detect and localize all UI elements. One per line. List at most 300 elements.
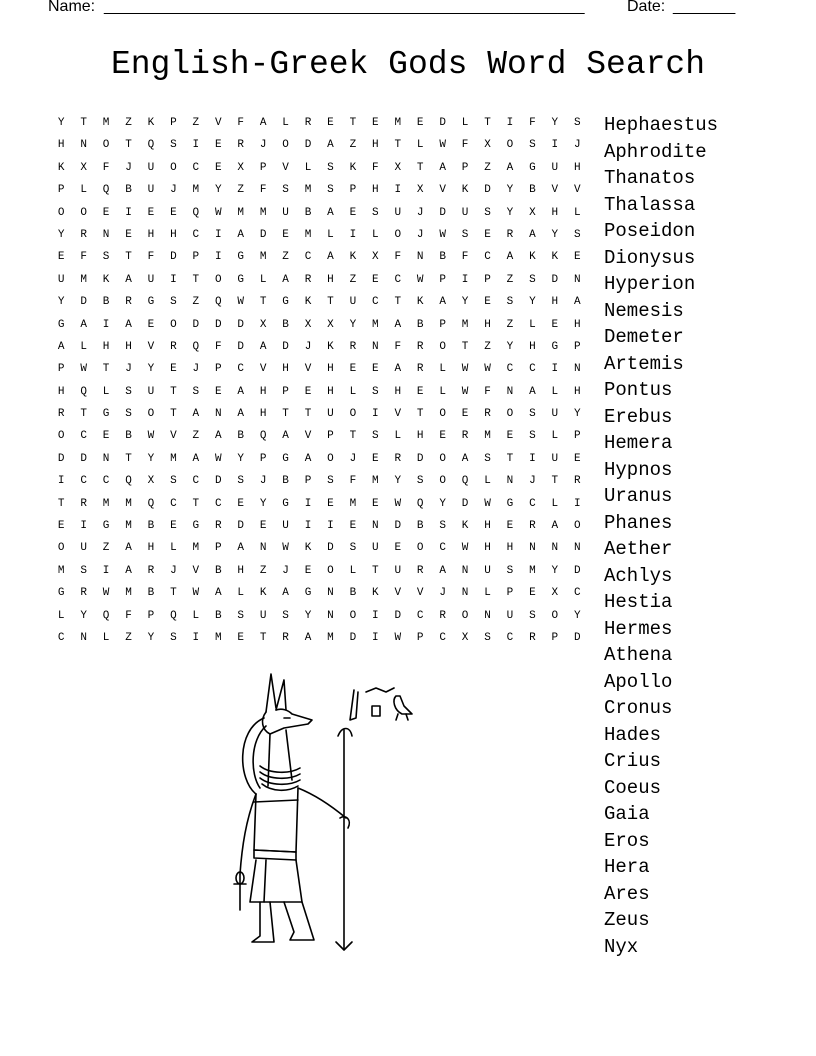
- grid-letter: T: [170, 587, 177, 600]
- grid-letter: V: [304, 430, 312, 443]
- grid-letter: E: [214, 139, 222, 152]
- grid-letter: L: [170, 542, 177, 555]
- grid-letter: V: [282, 161, 289, 174]
- grid-letter: T: [327, 296, 334, 309]
- grid-letter: L: [80, 340, 87, 353]
- grid-letter: I: [372, 609, 379, 622]
- grid-letter: I: [349, 228, 357, 241]
- grid-letter: C: [573, 587, 581, 600]
- grid-letter: G: [282, 452, 289, 465]
- grid-letter: A: [461, 452, 469, 465]
- grid-letter: P: [304, 475, 312, 488]
- grid-letter: W: [484, 497, 491, 510]
- grid-letter: D: [80, 452, 87, 465]
- grid-letter: D: [349, 631, 357, 644]
- grid-letter: F: [80, 251, 87, 264]
- letter-grid: [50, 114, 589, 651]
- grid-letter: P: [147, 609, 155, 622]
- grid-letter: I: [372, 631, 379, 644]
- grid-letter: Z: [237, 184, 245, 197]
- grid-letter: W: [439, 139, 446, 152]
- grid-letter: D: [192, 318, 200, 331]
- grid-letter: E: [237, 631, 245, 644]
- grid-letter: R: [461, 430, 469, 443]
- grid-letter: W: [394, 631, 402, 644]
- word-list-item: Nemesis: [604, 299, 684, 322]
- grid-letter: D: [439, 206, 446, 219]
- grid-letter: S: [529, 273, 536, 286]
- grid-letter: Y: [551, 117, 559, 129]
- grid-letter: Z: [506, 318, 514, 331]
- grid-letter: L: [551, 385, 559, 398]
- grid-letter: C: [192, 475, 200, 488]
- grid-letter: R: [125, 296, 132, 309]
- grid-letter: H: [237, 564, 245, 577]
- grid-letter: Y: [147, 631, 155, 644]
- grid-letter: B: [214, 564, 222, 577]
- grid-row: [50, 181, 589, 203]
- word-list-item: Crius: [604, 750, 662, 772]
- grid-letter: T: [394, 296, 402, 309]
- grid-letter: C: [439, 631, 446, 644]
- grid-letter: S: [125, 385, 132, 398]
- grid-letter: E: [349, 363, 357, 376]
- grid-letter: E: [551, 318, 559, 331]
- grid-letter: S: [327, 475, 334, 488]
- grid-letter: B: [439, 251, 446, 264]
- grid-letter: W: [439, 228, 446, 241]
- grid-letter: V: [416, 587, 424, 600]
- grid-letter: C: [214, 497, 222, 510]
- grid-letter: Q: [147, 139, 155, 152]
- grid-letter: Y: [573, 408, 581, 421]
- grid-letter: R: [282, 631, 289, 644]
- grid-letter: M: [57, 564, 65, 577]
- grid-letter: A: [394, 318, 402, 331]
- grid-letter: M: [461, 318, 469, 331]
- grid-letter: U: [80, 542, 87, 555]
- grid-letter: L: [80, 184, 87, 197]
- grid-letter: G: [506, 497, 514, 510]
- grid-letter: I: [214, 251, 222, 264]
- grid-letter: A: [304, 631, 312, 644]
- grid-letter: Z: [102, 542, 110, 555]
- grid-letter: R: [80, 228, 87, 241]
- grid-letter: S: [372, 430, 379, 443]
- grid-letter: E: [214, 385, 222, 398]
- grid-letter: B: [125, 430, 132, 443]
- grid-letter: S: [484, 206, 491, 219]
- grid-letter: U: [506, 609, 514, 622]
- grid-letter: N: [259, 542, 267, 555]
- grid-letter: J: [259, 475, 267, 488]
- grid-letter: Q: [214, 296, 222, 309]
- grid-letter: U: [394, 564, 402, 577]
- word-list-item: Zeus: [604, 909, 650, 931]
- grid-letter: D: [170, 251, 177, 264]
- grid-letter: I: [327, 520, 334, 533]
- anubis-illustration: [226, 670, 426, 952]
- grid-letter: O: [282, 139, 289, 152]
- grid-row: [50, 427, 589, 449]
- grid-letter: M: [372, 318, 379, 331]
- grid-letter: T: [125, 139, 132, 152]
- grid-letter: W: [80, 363, 87, 376]
- grid-letter: U: [551, 452, 559, 465]
- grid-letter: D: [573, 631, 581, 644]
- grid-letter: A: [237, 408, 245, 421]
- grid-letter: E: [147, 318, 155, 331]
- grid-letter: O: [439, 475, 446, 488]
- grid-letter: W: [394, 497, 402, 510]
- grid-letter: N: [416, 251, 424, 264]
- grid-letter: S: [372, 206, 379, 219]
- grid-row: [50, 495, 589, 517]
- grid-letter: V: [147, 340, 155, 353]
- grid-letter: U: [259, 609, 267, 622]
- grid-letter: T: [57, 497, 65, 510]
- grid-letter: F: [259, 184, 267, 197]
- grid-letter: H: [551, 206, 559, 219]
- grid-letter: V: [192, 564, 200, 577]
- grid-letter: T: [125, 251, 132, 264]
- grid-letter: H: [125, 340, 132, 353]
- grid-letter: K: [529, 251, 536, 264]
- grid-letter: P: [214, 363, 222, 376]
- grid-letter: H: [394, 385, 402, 398]
- grid-letter: N: [573, 542, 581, 555]
- grid-letter: A: [237, 228, 245, 241]
- grid-letter: O: [57, 542, 65, 555]
- word-list-item: Pontus: [604, 379, 673, 401]
- grid-letter: L: [484, 475, 491, 488]
- grid-letter: V: [551, 184, 559, 197]
- grid-letter: N: [214, 408, 222, 421]
- grid-letter: T: [170, 408, 177, 421]
- grid-letter: H: [259, 385, 267, 398]
- grid-letter: N: [372, 340, 379, 353]
- grid-letter: H: [327, 385, 334, 398]
- grid-letter: E: [170, 520, 177, 533]
- grid-letter: E: [349, 520, 357, 533]
- grid-letter: D: [259, 228, 267, 241]
- grid-letter: B: [102, 296, 110, 309]
- grid-letter: F: [372, 161, 379, 174]
- word-list-item: Hephaestus: [604, 114, 719, 136]
- word-list-item: Phanes: [604, 511, 673, 534]
- grid-letter: H: [147, 228, 155, 241]
- grid-letter: Z: [484, 161, 491, 174]
- grid-letter: I: [57, 475, 65, 488]
- grid-letter: U: [372, 542, 379, 555]
- grid-letter: V: [214, 117, 222, 129]
- grid-letter: K: [349, 161, 357, 174]
- grid-letter: A: [214, 430, 222, 443]
- grid-letter: S: [80, 564, 87, 577]
- grid-letter: W: [102, 587, 110, 600]
- grid-letter: F: [349, 475, 357, 488]
- grid-letter: C: [304, 251, 312, 264]
- grid-letter: A: [125, 564, 132, 577]
- grid-letter: E: [372, 497, 379, 510]
- grid-letter: U: [394, 206, 402, 219]
- grid-letter: E: [214, 161, 222, 174]
- grid-letter: W: [192, 587, 200, 600]
- word-list-item: Gaia: [604, 803, 650, 825]
- word-list-item: Erebus: [604, 405, 673, 428]
- grid-letter: E: [327, 497, 334, 510]
- grid-letter: S: [372, 385, 379, 398]
- grid-row: [50, 271, 589, 293]
- grid-letter: Z: [192, 117, 200, 129]
- grid-letter: H: [57, 139, 65, 152]
- grid-letter: G: [282, 296, 289, 309]
- grid-letter: U: [147, 385, 155, 398]
- grid-letter: J: [170, 184, 177, 197]
- grid-letter: Y: [147, 452, 155, 465]
- grid-letter: A: [529, 228, 536, 241]
- grid-row: [50, 159, 589, 181]
- grid-letter: A: [394, 363, 402, 376]
- grid-letter: I: [551, 139, 559, 152]
- grid-letter: O: [327, 564, 334, 577]
- grid-letter: C: [372, 296, 379, 309]
- grid-letter: E: [529, 587, 536, 600]
- grid-letter: C: [57, 631, 65, 644]
- grid-letter: A: [80, 318, 87, 331]
- grid-letter: A: [327, 251, 334, 264]
- grid-letter: W: [461, 385, 469, 398]
- grid-letter: F: [461, 251, 469, 264]
- grid-letter: E: [327, 117, 334, 129]
- grid-letter: T: [416, 408, 424, 421]
- grid-letter: O: [506, 139, 514, 152]
- grid-letter: Y: [461, 296, 469, 309]
- grid-letter: L: [102, 385, 110, 398]
- grid-letter: Z: [484, 340, 491, 353]
- grid-letter: K: [259, 587, 267, 600]
- grid-row: [50, 293, 589, 315]
- grid-row: [50, 316, 589, 338]
- grid-letter: R: [349, 340, 357, 353]
- grid-letter: N: [80, 139, 87, 152]
- grid-letter: E: [349, 206, 357, 219]
- grid-letter: D: [237, 520, 245, 533]
- grid-letter: S: [170, 296, 177, 309]
- grid-letter: S: [506, 296, 514, 309]
- grid-letter: A: [282, 430, 289, 443]
- grid-letter: P: [416, 631, 424, 644]
- grid-row: [50, 584, 589, 606]
- grid-letter: L: [439, 363, 446, 376]
- grid-letter: L: [372, 228, 379, 241]
- grid-letter: P: [573, 340, 581, 353]
- word-list-item: Hades: [604, 723, 662, 746]
- grid-letter: V: [439, 184, 446, 197]
- grid-letter: I: [304, 497, 312, 510]
- grid-letter: C: [192, 228, 200, 241]
- grid-letter: F: [461, 139, 469, 152]
- grid-letter: L: [439, 385, 446, 398]
- grid-letter: D: [484, 184, 491, 197]
- grid-letter: P: [439, 273, 446, 286]
- grid-letter: H: [147, 542, 155, 555]
- grid-letter: N: [102, 228, 110, 241]
- grid-letter: E: [259, 520, 267, 533]
- grid-letter: H: [484, 542, 491, 555]
- grid-letter: K: [304, 296, 312, 309]
- grid-letter: H: [573, 318, 581, 331]
- grid-letter: D: [394, 609, 402, 622]
- grid-letter: D: [304, 139, 312, 152]
- grid-letter: S: [327, 184, 334, 197]
- word-list-item: Eros: [604, 829, 650, 852]
- grid-letter: E: [506, 520, 514, 533]
- grid-row: [50, 360, 589, 382]
- grid-letter: P: [327, 430, 334, 443]
- grid-letter: K: [327, 340, 334, 353]
- grid-letter: A: [327, 139, 334, 152]
- grid-letter: R: [416, 363, 424, 376]
- grid-letter: M: [304, 228, 312, 241]
- grid-letter: W: [237, 296, 245, 309]
- grid-letter: O: [214, 273, 222, 286]
- grid-letter: W: [147, 430, 155, 443]
- grid-letter: E: [372, 117, 379, 129]
- grid-letter: E: [147, 206, 155, 219]
- grid-letter: D: [57, 452, 65, 465]
- grid-letter: S: [237, 475, 245, 488]
- grid-letter: B: [529, 184, 536, 197]
- grid-letter: U: [147, 273, 155, 286]
- grid-letter: D: [461, 497, 469, 510]
- grid-letter: J: [170, 564, 177, 577]
- grid-row: [50, 562, 589, 584]
- grid-letter: N: [573, 363, 581, 376]
- grid-letter: K: [349, 251, 357, 264]
- grid-letter: R: [573, 475, 581, 488]
- grid-letter: M: [80, 273, 87, 286]
- grid-letter: T: [349, 117, 357, 129]
- grid-letter: M: [170, 452, 177, 465]
- grid-letter: O: [416, 542, 424, 555]
- grid-letter: D: [551, 273, 559, 286]
- word-list-item: Aphrodite: [604, 140, 707, 163]
- grid-letter: P: [170, 117, 177, 129]
- grid-letter: H: [372, 184, 379, 197]
- grid-letter: E: [484, 228, 491, 241]
- grid-letter: A: [304, 452, 312, 465]
- grid-letter: A: [192, 452, 200, 465]
- grid-letter: R: [57, 408, 65, 421]
- grid-letter: Q: [192, 340, 200, 353]
- grid-letter: H: [573, 161, 581, 174]
- grid-letter: Q: [125, 475, 132, 488]
- grid-letter: H: [484, 520, 491, 533]
- grid-row: [50, 539, 589, 561]
- grid-letter: L: [349, 385, 357, 398]
- grid-letter: M: [529, 564, 536, 577]
- grid-letter: A: [506, 251, 514, 264]
- grid-letter: F: [529, 117, 536, 129]
- grid-letter: Y: [551, 228, 559, 241]
- grid-letter: Y: [349, 318, 357, 331]
- grid-letter: T: [551, 475, 559, 488]
- grid-letter: M: [192, 184, 200, 197]
- word-list-item: Apollo: [604, 670, 673, 693]
- grid-letter: E: [372, 363, 379, 376]
- grid-letter: A: [237, 542, 245, 555]
- grid-letter: O: [573, 520, 581, 533]
- grid-letter: D: [282, 340, 289, 353]
- grid-letter: V: [573, 184, 581, 197]
- grid-letter: N: [372, 520, 379, 533]
- grid-letter: D: [214, 475, 222, 488]
- grid-letter: J: [529, 475, 536, 488]
- grid-letter: Y: [57, 228, 65, 241]
- grid-letter: H: [259, 408, 267, 421]
- grid-letter: X: [416, 184, 424, 197]
- grid-letter: O: [506, 408, 514, 421]
- grid-letter: P: [484, 273, 491, 286]
- grid-letter: J: [416, 228, 424, 241]
- grid-letter: Z: [192, 296, 200, 309]
- grid-letter: E: [304, 385, 312, 398]
- word-list-item: Ares: [604, 882, 650, 905]
- grid-letter: L: [102, 631, 110, 644]
- grid-letter: A: [439, 564, 446, 577]
- word-list-item: Thanatos: [604, 167, 696, 189]
- grid-letter: Y: [551, 564, 559, 577]
- grid-letter: B: [125, 184, 132, 197]
- grid-letter: Y: [506, 206, 514, 219]
- grid-letter: M: [327, 631, 334, 644]
- grid-letter: C: [506, 363, 514, 376]
- grid-letter: D: [214, 318, 222, 331]
- word-list-item: Hermes: [604, 617, 673, 640]
- grid-letter: H: [416, 430, 424, 443]
- grid-letter: E: [57, 520, 65, 533]
- grid-letter: T: [506, 452, 514, 465]
- grid-letter: E: [170, 363, 177, 376]
- grid-letter: I: [102, 564, 110, 577]
- grid-letter: N: [506, 475, 514, 488]
- grid-letter: F: [125, 609, 132, 622]
- grid-letter: F: [484, 385, 491, 398]
- grid-letter: G: [304, 587, 312, 600]
- grid-letter: J: [125, 161, 132, 174]
- grid-row: [50, 204, 589, 226]
- grid-letter: J: [282, 564, 289, 577]
- grid-letter: R: [529, 520, 536, 533]
- grid-letter: X: [484, 139, 491, 152]
- grid-letter: S: [529, 408, 536, 421]
- grid-letter: R: [80, 587, 87, 600]
- grid-letter: N: [551, 542, 559, 555]
- grid-letter: O: [551, 609, 559, 622]
- grid-letter: A: [327, 206, 334, 219]
- grid-letter: N: [327, 609, 334, 622]
- grid-letter: S: [529, 139, 536, 152]
- grid-letter: V: [394, 408, 402, 421]
- grid-letter: H: [102, 340, 110, 353]
- grid-letter: M: [125, 497, 132, 510]
- grid-letter: S: [282, 184, 289, 197]
- grid-letter: J: [439, 587, 446, 600]
- grid-letter: L: [349, 564, 357, 577]
- grid-letter: A: [125, 318, 132, 331]
- grid-letter: M: [372, 475, 379, 488]
